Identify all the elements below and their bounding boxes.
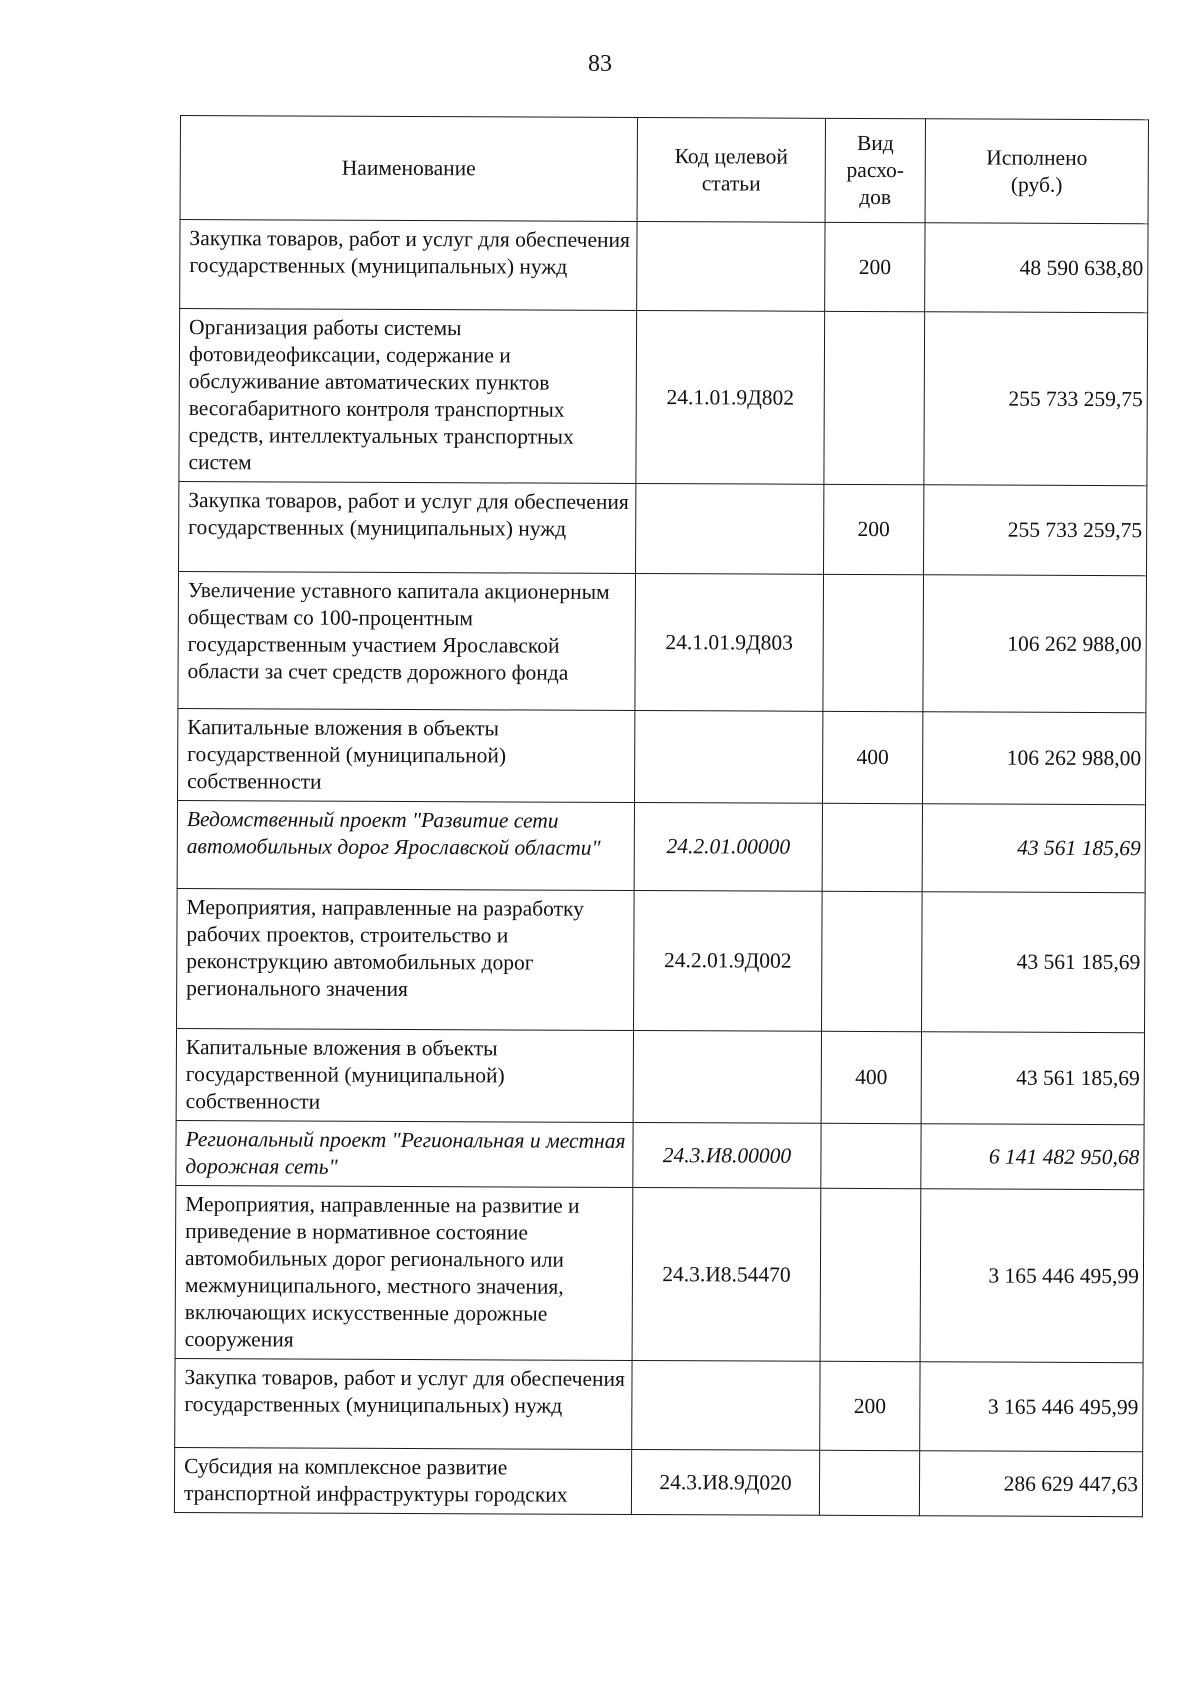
cell-kind [824,311,925,484]
cell-code [637,221,825,311]
table-row [177,888,1146,1032]
cell-kind [820,1188,921,1361]
cell-name: Капитальные вложения в объекты государственной (муниципальной) собственности [178,708,635,802]
cell-amount: 286 629 447,63 [919,1451,1142,1517]
table-header-row [180,116,1148,224]
cell-amount: 43 561 185,69 [922,804,1145,893]
cell-name: Закупка товаров, работ и услуг для обеспечения государственных (муниципальных) нужд [180,220,637,311]
cell-name: Закупка товаров, работ и услуг для обеспечения государственных (муниципальных) нужд [179,481,636,573]
cell-kind [821,1123,921,1188]
cell-name: Мероприятия, направленные на развитие и приведение в нормативное состояние автомобильных дорог регионального или межмуниципального, местного значения, включающих искусственные дорожные сооружения [175,1185,633,1360]
cell-kind: 400 [823,711,923,803]
cell-kind [819,1450,919,1515]
cell-kind [822,891,923,1031]
cell-code [635,710,823,803]
table-row [178,571,1147,712]
header-kind [825,118,925,222]
header-kind-text: Вид расхо-дов [846,130,905,210]
cell-amount: 106 262 988,00 [923,712,1146,805]
cell-amount: 6 141 482 950,68 [921,1124,1144,1190]
cell-code: 24.2.01.9Д002 [634,890,823,1031]
cell-amount: 43 561 185,69 [921,1032,1144,1125]
cell-code: 24.3.И8.54470 [632,1187,821,1361]
header-code-text: Код целевой статьи [674,143,789,196]
cell-kind: 200 [824,484,924,574]
header-amount [925,119,1148,224]
cell-amount: 3 165 446 495,99 [920,1362,1143,1452]
cell-kind: 400 [821,1031,921,1123]
cell-amount: 255 733 259,75 [924,485,1147,576]
table-row [174,1447,1142,1516]
cell-amount: 255 733 259,75 [924,312,1148,486]
table-row [175,1185,1144,1362]
cell-kind [822,803,922,891]
cell-code: 24.1.01.9Д803 [635,573,824,711]
cell-name: Организация работы системы фотовидеофиксации, содержание и обслуживание автоматических пунктов весогабаритного контроля транспортных средств, интеллектуальных транспортных систем [179,309,637,484]
cell-name: Капитальные вложения в объекты государственной (муниципальной) собственности [176,1028,633,1122]
table-row [176,1120,1144,1189]
cell-name: Закупка товаров, работ и услуг для обеспечения государственных (муниципальных) нужд [175,1358,632,1449]
cell-code: 24.3.И8.00000 [633,1122,821,1188]
cell-code [633,1030,821,1123]
cell-name: Региональный проект "Региональная и местная дорожная сеть" [176,1120,633,1187]
table-body [174,220,1148,1517]
cell-code [636,483,824,574]
page-number: 83 [588,51,612,77]
cell-amount: 106 262 988,00 [923,575,1147,713]
cell-amount: 48 590 638,80 [925,223,1148,313]
cell-name: Ведомственный проект "Развитие сети автомобильных дорог Ярославской области" [177,800,634,890]
table-row [176,1028,1144,1124]
cell-amount: 3 165 446 495,99 [920,1189,1144,1363]
header-amount-text: Исполнено (руб.) [986,145,1088,197]
table-row [177,800,1145,892]
cell-name: Мероприятия, направленные на разработку рабочих проектов, строительство и реконструкцию автомобильных дорог регионального значения [177,888,635,1030]
table-row [178,708,1146,804]
table-row [179,309,1148,486]
cell-code: 24.1.01.9Д802 [636,310,825,484]
table-row [180,220,1148,313]
cell-code: 24.3.И8.9Д020 [631,1449,819,1515]
cell-code: 24.2.01.00000 [634,802,822,891]
cell-kind: 200 [825,222,925,311]
header-code [637,117,825,222]
cell-kind: 200 [820,1361,920,1450]
cell-code [632,1360,820,1450]
cell-name: Субсидия на комплексное развитие транспортной инфраструктуры городских [174,1447,631,1514]
table-row [175,1358,1143,1451]
cell-amount: 43 561 185,69 [922,892,1146,1033]
cell-name: Увеличение уставного капитала акционерным обществам со 100-процентным государственным участием Ярославской области за счет средств дорожного фонда [178,571,636,710]
table-row [179,481,1147,575]
cell-kind [823,574,924,711]
header-name: Наименование [180,116,637,222]
budget-execution-table [174,115,1149,1517]
